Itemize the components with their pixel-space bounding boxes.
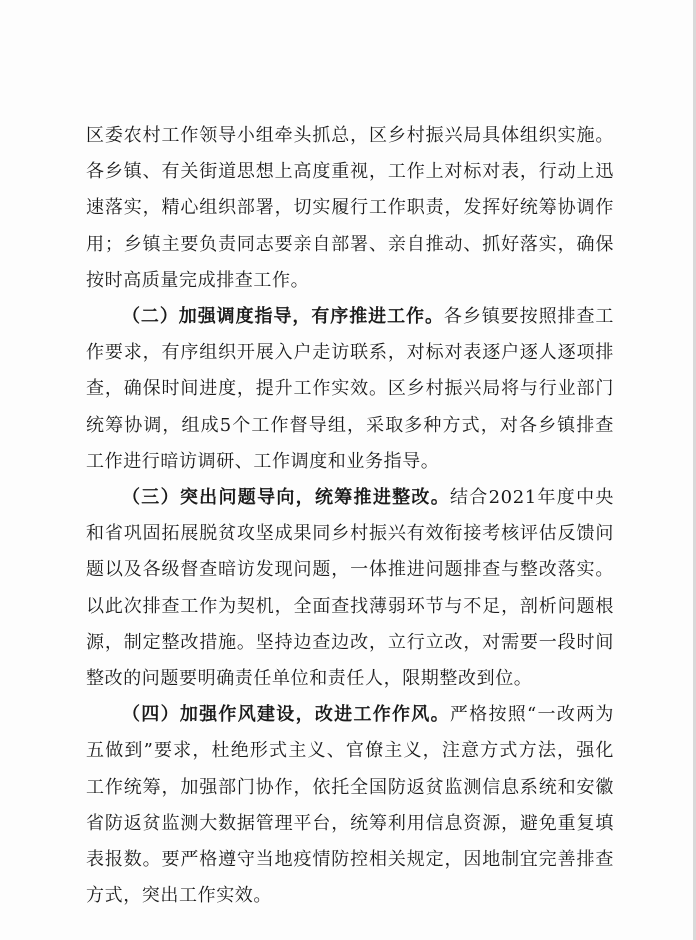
- paragraph-continued: [86, 118, 614, 299]
- paragraph-text: 区委农村工作领导小组牵头抓总，区乡村振兴局具体组织实施。各乡镇、有关街道思想上高度重视，工作上对标对表，行动上迅速落实，精心组织部署，切实履行工作职责，发挥好统筹协调作用；乡镇主要负责同志要亲自部署、亲自推动、抓好落实，确保按时高质量完成排查工作。: [86, 125, 614, 291]
- paragraph-text: 严格按照“一改两为五做到”要求，杜绝形式主义、官僚主义，注意方式方法，强化工作统筹，加强部门协作，依托全国防返贫监测信息系统和安徽省防返贫监测大数据管理平台，统筹利用信息资源，避免重复填表报数。要严格遵守当地疫情防控相关规定，因地制宜完善排查方式，突出工作实效。: [86, 704, 614, 907]
- document-body: [86, 118, 614, 914]
- paragraph-section-4: [86, 697, 614, 914]
- section-heading: （四）加强作风建设，改进工作作风。: [122, 704, 450, 726]
- paragraph-text: 结合2021年度中央和省巩固拓展脱贫攻坚成果同乡村振兴有效衔接考核评估反馈问题以及各级督查暗访发现问题，一体推进问题排查与整改落实。以此次排查工作为契机，全面查找薄弱环节与不足，剖析问题根源，制定整改措施。坚持边查边改，立行立改，对需要一段时间整改的问题要明确责任单位和责任人，限期整改到位。: [86, 487, 614, 690]
- paragraph-section-3: [86, 480, 614, 697]
- paragraph-text: 各乡镇要按照排查工作要求，有序组织开展入户走访联系，对标对表逐户逐人逐项排查，确保时间进度，提升工作实效。区乡村振兴局将与行业部门统筹协调，组成5个工作督导组，采取多种方式，对各乡镇排查工作进行暗访调研、工作调度和业务指导。: [86, 306, 614, 472]
- paragraph-section-2: [86, 299, 614, 480]
- section-heading: （二）加强调度指导，有序推进工作。: [122, 306, 444, 328]
- section-heading: （三）突出问题导向，统筹推进整改。: [122, 487, 451, 509]
